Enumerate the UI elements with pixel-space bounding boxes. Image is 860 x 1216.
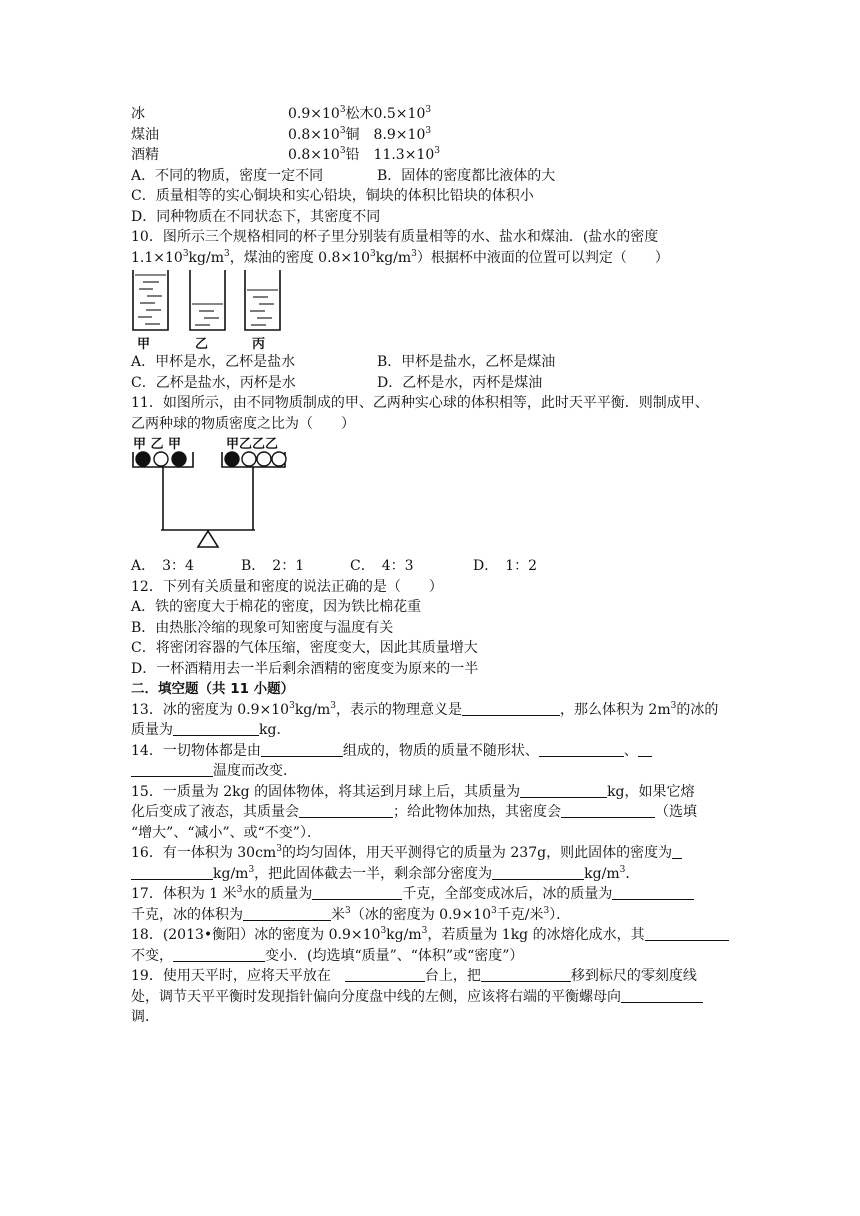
q14-line2: 温度而改变． bbox=[131, 761, 743, 782]
three-cups-figure bbox=[131, 268, 301, 352]
density-table bbox=[131, 104, 743, 166]
q17-line2: 千克，冰的体积为 米$^3$（冰的密度为 $0.9\times 10^3$千克/米$^3$）． bbox=[131, 905, 571, 923]
q9-option-c[interactable]: C．质量相等的实心铜块和实心铅块，铜块的体积比铅块的体积小 bbox=[131, 188, 534, 204]
q14-line1: 14．一切物体都是由 组成的，物质的质量不随形状、 、 bbox=[131, 741, 743, 762]
q12-option-b[interactable]: B．由热胀冷缩的现象可知密度与温度有关 bbox=[131, 619, 394, 636]
q18-line1: 18．(2013•衡阳）冰的密度为 $0.9\times 10^3kg/m^3$，若质量为 1kg 的冰熔化成水，其 bbox=[131, 925, 743, 946]
q19-line1: 19．使用天平时，应将天平放在 台上，把 移到标尺的零刻度线 bbox=[131, 968, 697, 984]
q16-blank-2[interactable] bbox=[492, 864, 584, 880]
ball-yi bbox=[257, 452, 271, 466]
q19-blank-2[interactable] bbox=[481, 966, 571, 982]
q10-option-c[interactable]: C．乙杯是盐水，丙杯是水 bbox=[131, 374, 296, 391]
q10-option-b[interactable]: B．甲杯是盐水，乙杯是煤油 bbox=[377, 354, 556, 370]
q14-blank-2[interactable] bbox=[539, 741, 624, 757]
q16-line1: 16．有一体积为 $30cm^3$的均匀固体，用天平测得它的质量为 237g，则此固体的密度为 bbox=[131, 843, 743, 864]
q11-option-a[interactable]: A． 3：4 bbox=[131, 558, 194, 574]
ball-jia bbox=[225, 452, 239, 466]
q10-options-row2 bbox=[131, 373, 743, 394]
q9-option-d[interactable]: D．同种物质在不同状态下，其密度不同 bbox=[131, 208, 381, 225]
q10-option-d[interactable]: D．乙杯是水，丙杯是煤油 bbox=[377, 374, 543, 391]
q12-option-a[interactable]: A．铁的密度大于棉花的密度，因为铁比棉花重 bbox=[131, 599, 422, 615]
table-row: 冰 $0.9\times 10^3$松木$0.5\times 10^3$ bbox=[131, 105, 432, 122]
q17-blank-1[interactable] bbox=[312, 884, 402, 900]
q10-options-row1 bbox=[131, 352, 743, 373]
q19-line2: 处，调节天平平衡时发现指针偏向分度盘中线的左侧，应该将右端的平衡螺母向 bbox=[131, 987, 743, 1008]
q13-line1: 13．冰的密度为 $0.9\times 10^3kg/m^3$，表示的物理意义是 ，那么体积为 $2m^3$的冰的 bbox=[131, 700, 719, 718]
q17-blank-3[interactable] bbox=[243, 905, 331, 921]
q11-option-d[interactable]: D． 1：2 bbox=[473, 558, 538, 574]
q15-blank-3[interactable] bbox=[561, 802, 655, 818]
left-ball-labels: 甲 乙 甲 bbox=[133, 437, 182, 452]
ball-jia bbox=[172, 452, 186, 466]
q19-line3: 调． bbox=[131, 1009, 159, 1025]
section-title: 二．填空题（共 11 小题） bbox=[131, 681, 295, 697]
q15-blank-1[interactable] bbox=[520, 782, 607, 798]
q17-blank-2[interactable] bbox=[612, 884, 694, 900]
q18-line2: 不变， 变小．(均选填“质量”、“体积”或“密度”） bbox=[131, 947, 524, 964]
q18-blank-1[interactable] bbox=[645, 925, 729, 941]
q14-blank-3[interactable] bbox=[131, 761, 213, 777]
ball-yi bbox=[272, 452, 286, 466]
q13-blank-1[interactable] bbox=[462, 700, 560, 716]
q13-line2: 质量为 kg． bbox=[131, 722, 291, 738]
cup-bing bbox=[245, 270, 280, 330]
ball-jia bbox=[136, 452, 150, 466]
q12-stem: 12．下列有关质量和密度的说法正确的是（ ） bbox=[131, 578, 443, 595]
cup-label-jia: 甲 bbox=[137, 337, 151, 352]
q17-line1: 17．体积为 1 米$^3$水的质量为 千克，全部变成冰后，冰的质量为 bbox=[131, 884, 743, 905]
q11-options bbox=[131, 556, 743, 577]
q16-blank-1[interactable] bbox=[131, 864, 213, 880]
q13-blank-2[interactable] bbox=[173, 720, 259, 736]
ball-yi bbox=[242, 452, 256, 466]
cup-label-bing: 丙 bbox=[252, 337, 266, 352]
q9-option-b[interactable]: B．固体的密度都比液体的大 bbox=[377, 167, 556, 184]
q12-option-c[interactable]: C．将密闭容器的气体压缩，密度变大，因此其质量增大 bbox=[131, 640, 478, 656]
q10-option-a[interactable]: A．甲杯是水，乙杯是盐水 bbox=[131, 354, 296, 370]
q15-line1: 15．一质量为 2kg 的固体物体，将其运到月球上后，其质量为 kg，如果它熔 bbox=[131, 783, 695, 800]
ball-yi bbox=[154, 452, 168, 466]
fulcrum bbox=[198, 531, 218, 547]
q11-option-b[interactable]: B． 2：1 bbox=[241, 558, 305, 574]
q19-blank-1[interactable] bbox=[345, 966, 425, 982]
cup-jia bbox=[133, 270, 168, 330]
q16-line2: $kg/m^3$，把此固体截去一半，剩余部分密度为 $kg/m^3$． bbox=[131, 864, 743, 885]
q12-option-d[interactable]: D．一杯酒精用去一半后剩余酒精的密度变为原来的一半 bbox=[131, 660, 479, 677]
q18-blank-2[interactable] bbox=[173, 946, 265, 962]
q15-line2: 化后变成了液态，其质量会 ；给此物体加热，其密度会 （选填 bbox=[131, 804, 697, 820]
q15-blank-2[interactable] bbox=[299, 802, 393, 818]
balance-figure bbox=[131, 434, 301, 556]
q14-blank-3-start[interactable] bbox=[638, 741, 652, 757]
q11-option-c[interactable]: C． 4：3 bbox=[350, 558, 414, 574]
q19-blank-3[interactable] bbox=[621, 987, 703, 1003]
table-row: 酒精 $0.8\times 10^3$铅 $11.3\times 10^3$ bbox=[131, 146, 440, 163]
document-page bbox=[131, 104, 743, 1028]
q11-stem-line1: 11．如图所示，由不同物质制成的甲、乙两种实心球的体积相等，此时天平平衡．则制成甲、 bbox=[131, 395, 709, 411]
q14-blank-1[interactable] bbox=[261, 741, 343, 757]
cup-label-yi: 乙 bbox=[195, 337, 209, 352]
table-row: 煤油 $0.8\times 10^3$铜 $8.9\times 10^3$ bbox=[131, 125, 432, 143]
q9-options-row1 bbox=[131, 166, 743, 187]
q10-stem-line1: 10．图所示三个规格相同的杯子里分别装有质量相等的水、盐水和煤油．(盐水的密度 bbox=[131, 229, 659, 245]
q16-blank-1-start[interactable] bbox=[672, 843, 682, 859]
q10-stem-line2: $1.1\times 10^3kg/m^3$，煤油的密度 $0.8\times 10^3kg/m^3$）根据杯中液面的位置可以判定（ ） bbox=[131, 248, 669, 266]
q15-line3: “增大”、“减小”、或“不变”）． bbox=[131, 824, 321, 841]
right-ball-labels: 甲乙乙乙 bbox=[226, 437, 279, 452]
cup-yi bbox=[190, 270, 225, 330]
q9-option-a[interactable]: A．不同的物质，密度一定不同 bbox=[131, 167, 324, 184]
q11-stem-line2: 乙两种球的物质密度之比为（ ） bbox=[131, 415, 355, 432]
